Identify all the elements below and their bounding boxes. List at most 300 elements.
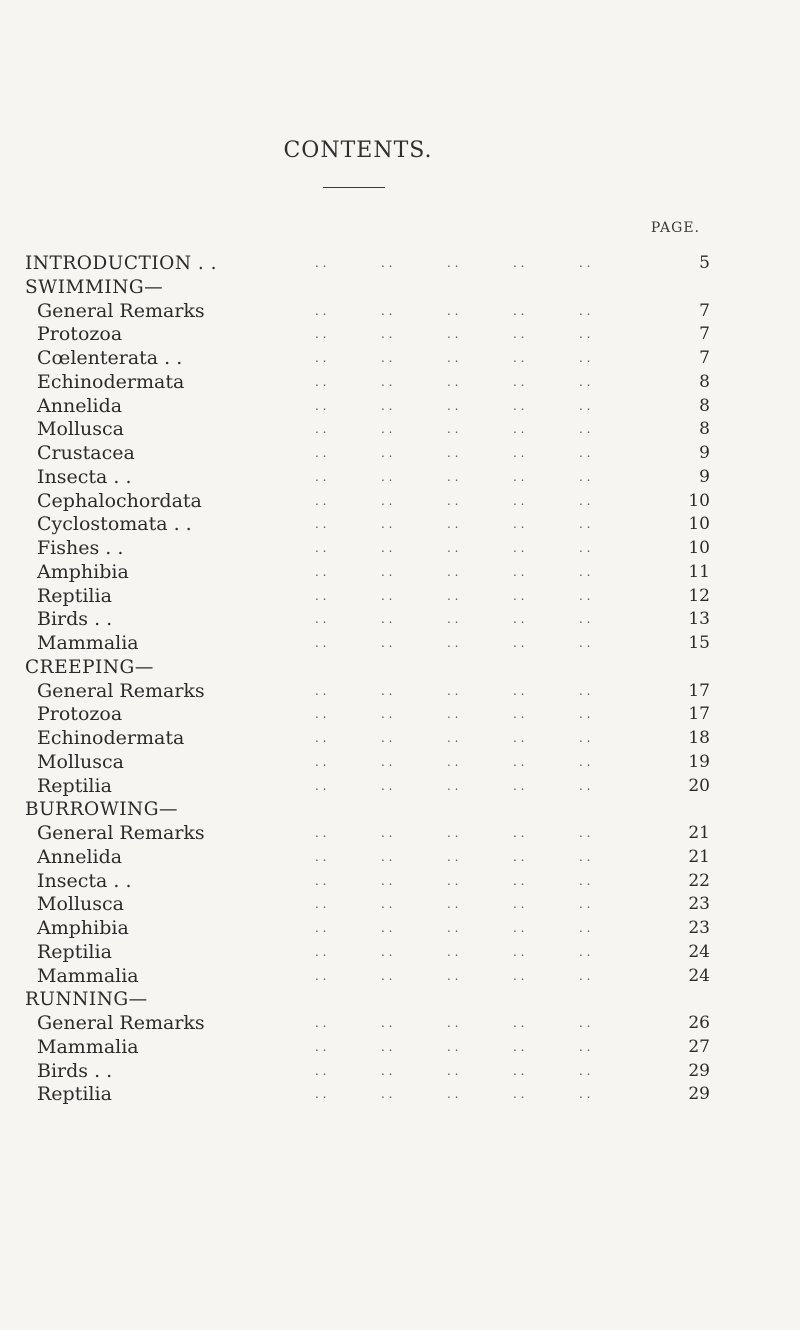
dot-leader: . .: [579, 564, 591, 579]
toc-entry: [25, 727, 710, 751]
dot-leader: . .: [315, 731, 327, 745]
dot-leader: . .: [513, 351, 525, 365]
toc-entry: [25, 252, 710, 276]
dot-leader: . .: [381, 1016, 393, 1030]
dot-leader: . .: [579, 1063, 591, 1078]
dot-leader: . .: [513, 1087, 525, 1102]
dot-leaders: [315, 632, 645, 656]
dot-leader: . .: [579, 612, 591, 627]
toc-entry-label: Birds . .: [37, 1059, 113, 1082]
dot-leader: . .: [513, 303, 525, 318]
dot-leaders: [315, 561, 645, 585]
dot-leader: . .: [513, 707, 525, 722]
dot-leader: . .: [579, 1039, 591, 1054]
toc-page-number: 21: [688, 823, 710, 843]
dot-leader: . .: [315, 564, 327, 579]
dot-leader: . .: [513, 849, 525, 864]
toc-entry-label: General Remarks: [37, 679, 205, 702]
toc-entry: [25, 418, 710, 442]
dot-leader: . .: [315, 446, 327, 460]
dot-leaders: [315, 418, 645, 442]
dot-leader: . .: [315, 1016, 327, 1030]
toc-entry-label: RUNNING—: [25, 989, 148, 1011]
dot-leaders: [315, 846, 645, 870]
dot-leader: . .: [315, 707, 327, 722]
dot-leader: . .: [513, 469, 525, 484]
dot-leader: . .: [513, 541, 525, 555]
toc-entry: [25, 513, 710, 537]
dot-leader: . .: [513, 683, 525, 698]
dot-leader: . .: [447, 849, 459, 864]
toc-entry-label: Reptilia: [37, 940, 112, 963]
toc-entry-label: Cephalochordata: [37, 489, 202, 512]
toc-page-number: 19: [688, 751, 710, 772]
dot-leader: . .: [381, 1087, 393, 1102]
dot-leader: . .: [381, 897, 393, 912]
dot-leader: . .: [513, 754, 525, 769]
dot-leader: . .: [447, 469, 459, 484]
dot-leader: . .: [381, 968, 393, 983]
dot-leaders: [315, 347, 645, 371]
dot-leader: . .: [513, 968, 525, 983]
dot-leader: . .: [513, 422, 525, 437]
dot-leader: . .: [447, 921, 459, 935]
dot-leader: . .: [381, 849, 393, 864]
toc-entry: [25, 1083, 710, 1107]
dot-leader: . .: [447, 1016, 459, 1030]
title-rule-divider: [323, 187, 385, 188]
toc-entry-label: Mollusca: [37, 893, 125, 916]
toc-entry-label: Insecta . .: [37, 869, 132, 892]
dot-leader: . .: [579, 517, 591, 532]
dot-leader: . .: [513, 564, 525, 579]
toc-page-number: 21: [688, 846, 710, 867]
dot-leader: . .: [513, 778, 525, 793]
dot-leader: . .: [447, 517, 459, 532]
toc-entry-label: Echinodermata: [37, 727, 185, 749]
toc-page-number: 18: [688, 728, 710, 748]
dot-leader: . .: [315, 944, 327, 959]
dot-leader: . .: [315, 897, 327, 912]
dot-leader: . .: [381, 588, 393, 603]
dot-leader: . .: [315, 921, 327, 935]
dot-leader: . .: [381, 564, 393, 579]
dot-leader: . .: [513, 446, 525, 460]
toc-entry: [25, 870, 710, 894]
dot-leader: . .: [447, 873, 459, 888]
dot-leader: . .: [579, 683, 591, 698]
toc-entry-label: Fishes . .: [37, 537, 124, 559]
dot-leader: . .: [381, 1063, 393, 1078]
dot-leader: . .: [381, 422, 393, 437]
dot-leaders: [315, 466, 645, 490]
toc-entry: [25, 537, 710, 561]
toc-entry: [25, 561, 710, 585]
toc-page-number: 13: [688, 609, 710, 630]
toc-page-number: 23: [688, 918, 710, 938]
toc-entry-label: Cœlenterata . .: [37, 347, 183, 369]
toc-entry-label: Insecta . .: [37, 465, 132, 488]
dot-leader: . .: [447, 422, 459, 437]
dot-leader: . .: [579, 303, 591, 318]
dot-leader: . .: [513, 1039, 525, 1054]
dot-leader: . .: [381, 707, 393, 722]
dot-leader: . .: [579, 256, 591, 270]
dot-leader: . .: [447, 303, 459, 318]
dot-leader: . .: [315, 873, 327, 888]
page-title: CONTENTS.: [283, 138, 433, 163]
dot-leaders: [315, 893, 645, 917]
toc-entry: [25, 442, 710, 466]
toc-page-number: 11: [688, 561, 710, 582]
dot-leader: . .: [447, 944, 459, 959]
dot-leader: . .: [381, 398, 393, 413]
toc-entry-label: Mollusca: [37, 750, 125, 773]
dot-leader: . .: [381, 683, 393, 698]
dot-leaders: [315, 941, 645, 965]
dot-leaders: [315, 1083, 645, 1107]
dot-leaders: [315, 965, 645, 989]
toc-entry: [25, 1060, 710, 1084]
dot-leaders: [315, 252, 645, 276]
dot-leader: . .: [315, 469, 327, 484]
toc-page-number: 8: [699, 419, 710, 440]
dot-leader: . .: [381, 327, 393, 342]
dot-leaders: [315, 751, 645, 775]
dot-leader: . .: [381, 731, 393, 745]
toc-page-number: 15: [688, 633, 710, 653]
dot-leader: . .: [513, 1063, 525, 1078]
toc-page-number: 7: [699, 300, 710, 321]
toc-entry-label: Mammalia: [37, 1035, 139, 1058]
dot-leader: . .: [315, 1039, 327, 1054]
dot-leaders: [315, 1012, 645, 1036]
dot-leaders: [315, 775, 645, 799]
dot-leader: . .: [579, 446, 591, 460]
toc-page-number: 7: [699, 324, 710, 345]
dot-leader: . .: [513, 921, 525, 935]
toc-entry: [25, 395, 710, 419]
dot-leader: . .: [315, 351, 327, 365]
toc-entry-label: Reptilia: [37, 774, 112, 797]
dot-leader: . .: [447, 327, 459, 342]
dot-leader: . .: [579, 921, 591, 935]
dot-leader: . .: [579, 588, 591, 603]
dot-leader: . .: [579, 897, 591, 912]
dot-leader: . .: [381, 303, 393, 318]
dot-leader: . .: [513, 327, 525, 342]
toc-entry-label: Annelida: [37, 394, 123, 417]
dot-leader: . .: [315, 398, 327, 413]
toc-entry-label: Amphibia: [37, 560, 129, 583]
dot-leaders: [315, 585, 645, 609]
dot-leader: . .: [447, 612, 459, 627]
toc-entry: [25, 1012, 710, 1036]
dot-leader: . .: [315, 303, 327, 318]
dot-leaders: [315, 537, 645, 561]
dot-leader: . .: [447, 374, 459, 389]
toc-page-number: 17: [688, 680, 710, 701]
dot-leader: . .: [315, 493, 327, 508]
dot-leader: . .: [447, 398, 459, 413]
toc-page-number: 27: [688, 1036, 710, 1057]
dot-leader: . .: [579, 849, 591, 864]
toc-entry-label: CREEPING—: [25, 656, 154, 678]
toc-entry-label: Protozoa: [37, 323, 123, 346]
toc-entry-label: Birds . .: [37, 608, 113, 631]
toc-entry: [25, 1036, 710, 1060]
dot-leader: . .: [447, 446, 459, 460]
dot-leaders: [315, 680, 645, 704]
toc-entry: [25, 490, 710, 514]
toc-entry: [25, 466, 710, 490]
dot-leader: . .: [381, 754, 393, 769]
toc-entry: [25, 941, 710, 965]
dot-leader: . .: [315, 826, 327, 840]
dot-leader: . .: [579, 469, 591, 484]
toc-page-number: 22: [688, 870, 710, 891]
dot-leader: . .: [579, 327, 591, 342]
toc-entry: [25, 965, 710, 989]
toc-section-heading: [25, 276, 710, 300]
dot-leader: . .: [447, 256, 459, 270]
toc-page-number: 29: [688, 1060, 710, 1081]
dot-leader: . .: [381, 873, 393, 888]
dot-leader: . .: [513, 873, 525, 888]
toc-entry: [25, 632, 710, 656]
toc-entry-label: General Remarks: [37, 299, 205, 322]
dot-leader: . .: [381, 351, 393, 365]
dot-leader: . .: [381, 636, 393, 650]
toc-page-number: 9: [699, 466, 710, 487]
dot-leaders: [315, 1036, 645, 1060]
dot-leader: . .: [315, 541, 327, 555]
toc-page-number: 8: [699, 395, 710, 416]
dot-leaders: [315, 323, 645, 347]
dot-leader: . .: [513, 897, 525, 912]
toc-entry-label: SWIMMING—: [25, 276, 164, 298]
dot-leader: . .: [513, 1016, 525, 1030]
dot-leader: . .: [579, 374, 591, 389]
toc-page-number: 17: [688, 704, 710, 725]
toc-page-number: 26: [688, 1013, 710, 1033]
toc-page-number: 5: [699, 253, 710, 273]
dot-leader: . .: [315, 754, 327, 769]
dot-leader: . .: [381, 541, 393, 555]
dot-leaders: [315, 300, 645, 324]
toc-entry-label: BURROWING—: [25, 799, 178, 821]
dot-leader: . .: [381, 921, 393, 935]
toc-section-heading: [25, 988, 710, 1012]
toc-page-number: 20: [688, 775, 710, 796]
toc-entry: [25, 893, 710, 917]
dot-leader: . .: [315, 517, 327, 532]
dot-leader: . .: [447, 493, 459, 508]
toc-entry: [25, 300, 710, 324]
dot-leader: . .: [447, 826, 459, 840]
toc-entry-label: Echinodermata: [37, 370, 185, 393]
dot-leader: . .: [579, 944, 591, 959]
toc-entry: [25, 846, 710, 870]
toc-entry-label: Mammalia: [37, 964, 139, 987]
dot-leader: . .: [447, 683, 459, 698]
toc-entry-label: Mollusca: [37, 418, 125, 441]
toc-page-number: 9: [699, 443, 710, 463]
dot-leader: . .: [447, 707, 459, 722]
dot-leader: . .: [579, 1087, 591, 1102]
toc-page-number: 10: [688, 490, 710, 511]
dot-leader: . .: [513, 493, 525, 508]
dot-leader: . .: [513, 731, 525, 745]
dot-leader: . .: [447, 754, 459, 769]
dot-leaders: [315, 513, 645, 537]
dot-leader: . .: [579, 398, 591, 413]
dot-leader: . .: [513, 636, 525, 650]
dot-leader: . .: [315, 422, 327, 437]
dot-leader: . .: [447, 588, 459, 603]
toc-entry: [25, 680, 710, 704]
dot-leaders: [315, 442, 645, 466]
dot-leader: . .: [513, 398, 525, 413]
dot-leader: . .: [315, 636, 327, 650]
dot-leader: . .: [381, 493, 393, 508]
dot-leaders: [315, 1060, 645, 1084]
dot-leader: . .: [447, 968, 459, 983]
toc-entry-label: General Remarks: [37, 1012, 205, 1034]
dot-leader: . .: [513, 826, 525, 840]
dot-leader: . .: [381, 1039, 393, 1054]
toc-page-number: 12: [688, 585, 710, 606]
dot-leader: . .: [315, 968, 327, 983]
dot-leader: . .: [315, 256, 327, 270]
dot-leader: . .: [447, 897, 459, 912]
table-of-contents: [25, 252, 710, 1107]
dot-leader: . .: [381, 256, 393, 270]
dot-leader: . .: [315, 683, 327, 698]
dot-leaders: [315, 917, 645, 941]
toc-entry-label: General Remarks: [37, 822, 205, 844]
toc-page-number: 29: [688, 1084, 710, 1105]
dot-leader: . .: [381, 944, 393, 959]
toc-page-number: 10: [688, 514, 710, 535]
toc-page-number: 7: [699, 348, 710, 368]
dot-leader: . .: [315, 612, 327, 627]
dot-leader: . .: [381, 469, 393, 484]
toc-page-number: 24: [688, 965, 710, 986]
dot-leader: . .: [579, 422, 591, 437]
dot-leader: . .: [579, 731, 591, 745]
toc-page-number: 24: [688, 941, 710, 962]
dot-leader: . .: [315, 849, 327, 864]
dot-leader: . .: [579, 754, 591, 769]
page-column-header: PAGE.: [650, 220, 700, 236]
dot-leader: . .: [513, 374, 525, 389]
toc-page-number: 10: [688, 538, 710, 558]
dot-leader: . .: [315, 588, 327, 603]
dot-leader: . .: [315, 778, 327, 793]
toc-entry-label: Protozoa: [37, 703, 123, 726]
toc-page-number: 23: [688, 894, 710, 915]
dot-leader: . .: [579, 636, 591, 650]
dot-leader: . .: [579, 351, 591, 365]
dot-leaders: [315, 822, 645, 846]
dot-leaders: [315, 608, 645, 632]
dot-leader: . .: [381, 517, 393, 532]
toc-entry-label: Mammalia: [37, 632, 139, 654]
dot-leader: . .: [447, 541, 459, 555]
dot-leader: . .: [381, 612, 393, 627]
dot-leader: . .: [447, 731, 459, 745]
dot-leader: . .: [579, 1016, 591, 1030]
dot-leader: . .: [447, 636, 459, 650]
toc-entry-label: INTRODUCTION . .: [25, 253, 218, 274]
dot-leaders: [315, 395, 645, 419]
dot-leader: . .: [513, 588, 525, 603]
toc-section-heading: [25, 798, 710, 822]
toc-entry: [25, 822, 710, 846]
dot-leader: . .: [579, 873, 591, 888]
dot-leader: . .: [447, 1039, 459, 1054]
toc-entry: [25, 347, 710, 371]
dot-leader: . .: [381, 826, 393, 840]
toc-entry-label: Reptilia: [37, 1083, 112, 1106]
dot-leader: . .: [579, 826, 591, 840]
toc-entry: [25, 323, 710, 347]
dot-leader: . .: [513, 517, 525, 532]
dot-leader: . .: [447, 1063, 459, 1078]
toc-entry: [25, 585, 710, 609]
dot-leaders: [315, 703, 645, 727]
dot-leader: . .: [513, 612, 525, 627]
dot-leaders: [315, 371, 645, 395]
dot-leader: . .: [579, 493, 591, 508]
dot-leader: . .: [447, 778, 459, 793]
dot-leader: . .: [315, 1063, 327, 1078]
toc-entry: [25, 775, 710, 799]
toc-section-heading: [25, 656, 710, 680]
dot-leader: . .: [579, 541, 591, 555]
dot-leader: . .: [315, 327, 327, 342]
dot-leader: . .: [381, 778, 393, 793]
dot-leader: . .: [447, 351, 459, 365]
toc-entry-label: Reptilia: [37, 584, 112, 607]
dot-leaders: [315, 490, 645, 514]
toc-entry-label: Annelida: [37, 845, 123, 868]
dot-leader: . .: [513, 256, 525, 270]
toc-entry-label: Cyclostomata . .: [37, 513, 192, 536]
dot-leader: . .: [381, 446, 393, 460]
dot-leader: . .: [447, 1087, 459, 1102]
toc-entry-label: Crustacea: [37, 442, 135, 464]
dot-leader: . .: [579, 968, 591, 983]
dot-leader: . .: [579, 707, 591, 722]
toc-entry: [25, 751, 710, 775]
dot-leader: . .: [579, 778, 591, 793]
dot-leader: . .: [315, 1087, 327, 1102]
toc-page-number: 8: [699, 371, 710, 392]
toc-entry-label: Amphibia: [37, 917, 129, 939]
dot-leaders: [315, 870, 645, 894]
toc-entry: [25, 608, 710, 632]
dot-leader: . .: [381, 374, 393, 389]
dot-leader: . .: [513, 944, 525, 959]
toc-entry: [25, 917, 710, 941]
dot-leaders: [315, 727, 645, 751]
dot-leader: . .: [315, 374, 327, 389]
dot-leader: . .: [447, 564, 459, 579]
toc-entry: [25, 371, 710, 395]
toc-entry: [25, 703, 710, 727]
